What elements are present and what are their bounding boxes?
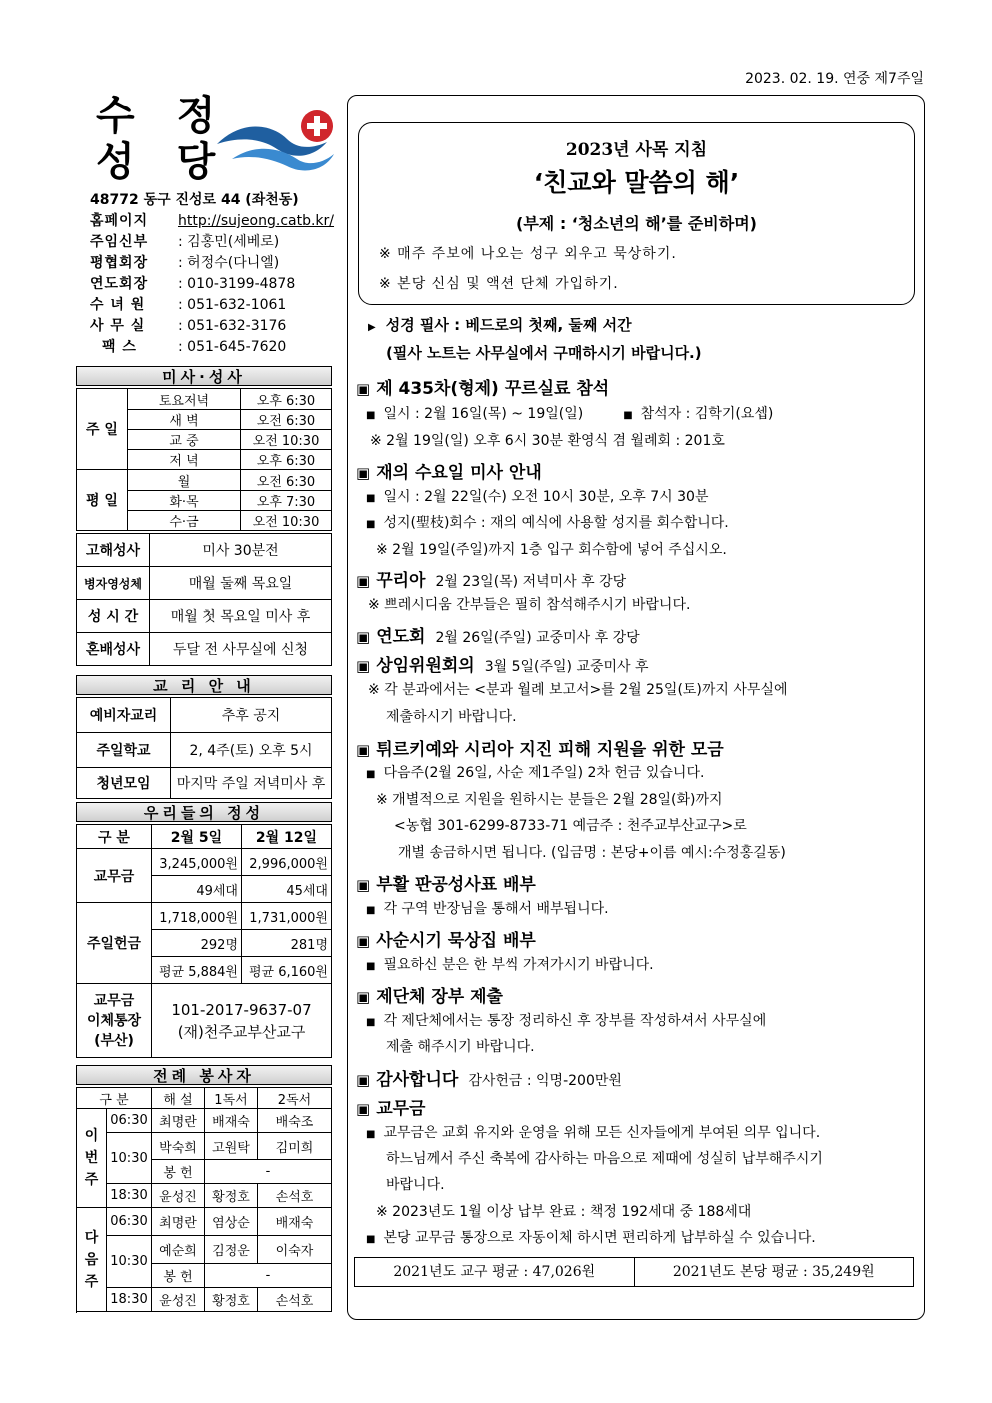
table-row — [77, 1288, 332, 1312]
account-info — [152, 984, 332, 1058]
note: ※ 개별적으로 지원을 원하시는 분들은 2월 28일(화)까지 — [376, 792, 723, 808]
bullet-icon: ■ — [366, 769, 376, 780]
theme-title: ‘친교와 말씀의 해’ — [533, 168, 740, 197]
note: 개별 송금하시면 됩니다. (입금명 : 본당+이름 예시:수정홍길동) — [398, 845, 786, 861]
contact-value: : 김홍민(세베로) — [178, 234, 280, 250]
sacrament-info: 미사 30분전 — [150, 534, 332, 567]
heading-text: 부활 판공성사표 배부 — [376, 875, 536, 895]
note: ※ 2월 19일(일) 오후 6시 30분 환영식 겸 월례회 : 201호 — [370, 433, 725, 449]
item-text: 다음주(2월 26일, 사순 제1주일) 2차 헌금 있습니다. — [383, 765, 705, 781]
address: 48772 동구 진성로 44 (좌천동) — [90, 192, 299, 208]
table-row — [77, 1236, 332, 1264]
catechism-info: 2, 4주(토) 오후 5시 — [171, 733, 332, 768]
square-icon: ▣ — [356, 464, 371, 482]
list-item — [366, 1122, 820, 1142]
item-text: 일시 : 2월 22일(수) 오전 10시 30분, 오후 7시 30분 — [383, 489, 709, 505]
mass-name: 저 녁 — [128, 450, 241, 470]
bullet-icon: ■ — [366, 410, 376, 421]
contact-convent — [90, 295, 340, 316]
contact-label: 사 무 실 — [90, 318, 146, 334]
heading-detail: 2월 23일(목) 저녁미사 후 강당 — [435, 574, 627, 590]
cell: 배재숙 — [205, 1109, 258, 1133]
theme-note: ※ 매주 주보에 나오는 성구 외우고 묵상하기. — [379, 246, 677, 262]
cell: 박숙희 — [152, 1133, 205, 1160]
heading-ledger — [356, 982, 503, 1007]
list-item — [366, 898, 609, 918]
list-item — [366, 486, 708, 506]
cell: 2,996,000원 — [242, 849, 332, 876]
mass-name: 교 중 — [128, 430, 241, 450]
contact-label: 연도회장 — [90, 276, 149, 292]
sacrament-table — [76, 533, 332, 666]
sacrament-name: 성 시 간 — [77, 600, 150, 633]
sacrament-name: 병자영성체 — [77, 567, 150, 600]
contact-value: : 010-3199-4878 — [178, 276, 296, 292]
sacrament-name: 혼배성사 — [77, 633, 150, 666]
bible-text: 성경 필사 : 베드로의 첫째, 둘째 서간 — [385, 316, 632, 334]
heading-text: 꾸리아 — [376, 571, 426, 591]
heading-earthquake-fund — [356, 735, 724, 760]
square-icon: ▣ — [356, 876, 371, 894]
theme-subtitle: (부제 : ‘청소년의 해’를 준비하며) — [516, 214, 757, 233]
square-icon: ▣ — [356, 380, 371, 398]
bullet-icon: ■ — [366, 905, 376, 916]
triangle-icon: ▶ — [368, 322, 376, 333]
cell: 18:30 — [107, 1288, 152, 1312]
catechism-info: 추후 공지 — [171, 698, 332, 733]
note: 제출하시기 바랍니다. — [386, 709, 517, 725]
cell: 10:30 — [107, 1133, 152, 1184]
table-row — [77, 1133, 332, 1160]
contact-value: : 051-632-1061 — [178, 297, 287, 313]
catechism-table — [76, 697, 332, 799]
cell: - — [205, 1264, 332, 1288]
cell: 45세대 — [242, 876, 332, 903]
col-header: 1독서 — [205, 1088, 258, 1109]
servers-table — [76, 1087, 332, 1312]
contact-label: 평협회장 — [90, 255, 149, 271]
cell: 281명 — [242, 930, 332, 957]
list-item — [366, 403, 773, 423]
mass-name: 새 벽 — [128, 410, 241, 430]
bible-line2: (필사 노트는 사무실에서 구매하시기 바랍니다.) — [386, 344, 702, 362]
cell: 손석호 — [258, 1288, 332, 1312]
bible-line1 — [368, 314, 632, 335]
cell: 이숙자 — [258, 1236, 332, 1264]
list-item — [366, 762, 704, 782]
pastoral-theme-box — [358, 122, 915, 305]
cell: 염상순 — [205, 1208, 258, 1236]
dues-label: 교무금 — [77, 849, 152, 903]
table-row — [77, 1109, 332, 1133]
bullet-icon: ■ — [366, 493, 376, 504]
parish-average: 2021년도 본당 평균 : 35,249원 — [634, 1258, 914, 1286]
next-week-label: 다 음 주 — [77, 1208, 107, 1312]
cell: - — [205, 1160, 332, 1184]
cell: 292명 — [152, 930, 242, 957]
heading-text: 교무금 — [376, 1099, 426, 1119]
sunday-label: 주 일 — [77, 389, 128, 470]
bullet-icon: ■ — [623, 410, 633, 421]
cell: 김정운 — [205, 1236, 258, 1264]
cell: 평균 6,160원 — [242, 957, 332, 984]
col-header: 2월 5일 — [152, 825, 242, 849]
sacrament-info: 매월 첫 목요일 미사 후 — [150, 600, 332, 633]
bullet-icon: ■ — [366, 1234, 376, 1245]
item-text: 각 구역 반장님을 통해서 배부됩니다. — [383, 901, 609, 917]
square-icon: ▣ — [356, 1071, 371, 1089]
heading-thanks — [356, 1065, 622, 1090]
heading-text: 튀르키예와 시리아 지진 피해 지원을 위한 모금 — [376, 740, 724, 760]
square-icon: ▣ — [356, 572, 371, 590]
square-icon: ▣ — [356, 657, 371, 675]
col-header: 2독서 — [258, 1088, 332, 1109]
mass-name: 월 — [128, 470, 241, 491]
list-item — [366, 1010, 766, 1030]
mass-time: 오후 6:30 — [241, 389, 332, 410]
mass-time: 오전 6:30 — [241, 470, 332, 491]
note: ※ 각 분과에서는 <분과 월례 보고서>를 2월 25일(토)까지 사무실에 — [368, 682, 788, 698]
catechism-name: 예비자교리 — [77, 698, 171, 733]
homepage-link[interactable]: http://sujeong.catb.kr/ — [178, 213, 335, 229]
issue-date: 2023. 02. 19. 연중 제7주일 — [745, 71, 924, 87]
heading-text: 재의 수요일 미사 안내 — [376, 463, 542, 483]
offering-title: 우리들의 정성 — [76, 802, 332, 822]
cell: 봉 헌 — [152, 1160, 205, 1184]
cell: 고원탁 — [205, 1133, 258, 1160]
cell: 김미희 — [258, 1133, 332, 1160]
mass-name: 토요저녁 — [128, 389, 241, 410]
diocese-average: 2021년도 교구 평균 : 47,026원 — [393, 1264, 596, 1280]
contact-label: 수 녀 원 — [90, 297, 146, 313]
cell: 평균 5,884원 — [152, 957, 242, 984]
note: 하느님께서 주신 축복에 감사하는 마음으로 제때에 성실히 납부해주시기 — [386, 1151, 823, 1167]
cell: 1,718,000원 — [152, 903, 242, 930]
col-header: 해 설 — [152, 1088, 205, 1109]
item-text: 교무금은 교회 유지와 운영을 위해 모든 신자들에게 부여된 의무 입니다. — [383, 1125, 821, 1141]
account-holder: (재)천주교부산교구 — [177, 1022, 306, 1041]
contact-label: 홈페이지 — [90, 213, 149, 229]
sacrament-name: 고해성사 — [77, 534, 150, 567]
bullet-icon: ■ — [366, 1017, 376, 1028]
heading-dues — [356, 1094, 425, 1119]
table-header-row — [77, 825, 332, 849]
note: 바랍니다. — [386, 1177, 445, 1193]
table-row — [77, 470, 332, 491]
note: <농협 301-6299-8733-71 예금주 : 천주교부산교구>로 — [394, 818, 747, 834]
item-text: 참석자 : 김학기(요셉) — [640, 406, 774, 422]
table-row — [77, 389, 332, 410]
contact-value: : 051-632-3176 — [178, 318, 287, 334]
bullet-icon: ■ — [366, 961, 376, 972]
mass-time: 오후 6:30 — [241, 450, 332, 470]
mass-section — [76, 366, 332, 666]
note: 제출 해주시기 바랍니다. — [386, 1039, 535, 1055]
mass-time: 오전 6:30 — [241, 410, 332, 430]
sacrament-info: 두달 전 사무실에 신청 — [150, 633, 332, 666]
table-row — [77, 600, 332, 633]
sunday-offering-label: 주일헌금 — [77, 903, 152, 984]
mass-time: 오전 10:30 — [241, 430, 332, 450]
this-week-label: 이 번 주 — [77, 1109, 107, 1208]
contact-value: : 허정수(다니엘) — [178, 255, 280, 271]
heading-detail: 감사헌금 : 익명-200만원 — [468, 1073, 622, 1089]
sacrament-info: 매월 둘째 목요일 — [150, 567, 332, 600]
heading-text: 사순시기 묵상집 배부 — [376, 931, 536, 951]
heading-curia — [356, 566, 626, 591]
cell: 06:30 — [107, 1109, 152, 1133]
catechism-section — [76, 675, 332, 799]
contact-value: : 051-645-7620 — [178, 339, 287, 355]
account-number: 101-2017-9637-07 — [171, 1000, 312, 1019]
theme-year: 2023년 사목 지침 — [565, 140, 708, 160]
heading-yeondo — [356, 622, 640, 647]
cell: 1,731,000원 — [242, 903, 332, 930]
heading-cursillo — [356, 374, 609, 399]
square-icon: ▣ — [356, 988, 371, 1006]
bullet-icon: ■ — [366, 1129, 376, 1140]
col-header: 2월 12일 — [242, 825, 332, 849]
item-text: 각 제단체에서는 통장 정리하신 후 장부를 작성하셔서 사무실에 — [383, 1013, 767, 1029]
table-row — [77, 698, 332, 733]
table-row — [77, 849, 332, 876]
cell: 3,245,000원 — [152, 849, 242, 876]
church-name-line1: 수 정 — [96, 92, 230, 139]
contact-pastor — [90, 232, 340, 253]
heading-easter-confession — [356, 870, 536, 895]
square-icon: ▣ — [356, 932, 371, 950]
cell: 최명란 — [152, 1208, 205, 1236]
cell: 황정호 — [205, 1184, 258, 1208]
list-item — [366, 954, 654, 974]
square-icon: ▣ — [356, 1100, 371, 1118]
heading-text: 감사합니다 — [376, 1070, 459, 1090]
list-item — [366, 512, 729, 532]
table-row — [77, 1208, 332, 1236]
cell: 봉 헌 — [152, 1264, 205, 1288]
table-row — [77, 534, 332, 567]
table-row — [77, 1184, 332, 1208]
contact-homepage — [90, 211, 340, 232]
item-text: 성지(聖枝)회수 : 재의 예식에 사용할 성지를 회수합니다. — [383, 515, 729, 531]
contact-fax — [90, 337, 340, 358]
catechism-title: 교 리 안 내 — [76, 675, 332, 695]
cell: 06:30 — [107, 1208, 152, 1236]
heading-detail: 2월 26일(주일) 교중미사 후 강당 — [435, 630, 640, 646]
cell: 예순희 — [152, 1236, 205, 1264]
heading-text: 연도회 — [376, 627, 426, 647]
mass-name: 화·목 — [128, 491, 241, 511]
cell: 10:30 — [107, 1236, 152, 1288]
contact-council — [90, 253, 340, 274]
cell: 배숙조 — [258, 1109, 332, 1133]
cell: 49세대 — [152, 876, 242, 903]
note: ※ 2023년도 1월 이상 납부 완료 : 책정 192세대 중 188세대 — [376, 1204, 752, 1220]
cell: 최명란 — [152, 1109, 205, 1133]
contact-yeondo — [90, 274, 340, 295]
offering-section — [76, 802, 332, 1058]
table-row — [77, 984, 332, 1058]
list-item — [366, 1227, 816, 1247]
contact-label: 팩 스 — [102, 339, 137, 355]
heading-lent-booklet — [356, 926, 536, 951]
catechism-name: 주일학교 — [77, 733, 171, 768]
cell: 손석호 — [258, 1184, 332, 1208]
cell: 황정호 — [205, 1288, 258, 1312]
offering-table — [76, 824, 332, 1058]
catechism-name: 청년모임 — [77, 768, 171, 799]
servers-title: 전례 봉사자 — [76, 1065, 332, 1085]
cell: 윤성진 — [152, 1184, 205, 1208]
mass-name: 수·금 — [128, 511, 241, 531]
table-row — [77, 567, 332, 600]
note: ※ 2월 19일(주일)까지 1층 입구 회수함에 넣어 주십시오. — [376, 542, 727, 558]
square-icon: ▣ — [356, 741, 371, 759]
contact-office — [90, 316, 340, 337]
servers-section — [76, 1065, 332, 1312]
church-name — [96, 93, 229, 185]
heading-text: 상임위원회의 — [376, 656, 475, 676]
church-name-line2: 성 당 — [96, 138, 230, 185]
heading-text: 제단체 장부 제출 — [376, 987, 503, 1007]
mass-table — [76, 388, 332, 531]
mass-title: 미사·성사 — [76, 366, 332, 386]
account-label: 교무금 이체통장 (부산) — [77, 984, 152, 1058]
heading-detail: 3월 5일(주일) 교중미사 후 — [484, 659, 649, 675]
parish-logo-icon — [212, 104, 342, 174]
heading-standing-committee — [356, 651, 649, 676]
bullet-icon: ■ — [366, 519, 376, 530]
table-row — [77, 633, 332, 666]
table-header-row — [77, 1088, 332, 1109]
heading-ash-wednesday — [356, 458, 542, 483]
cell: 윤성진 — [152, 1288, 205, 1312]
contact-info — [90, 190, 340, 358]
heading-text: 제 435차(형제) 꾸르실료 참석 — [376, 379, 610, 399]
average-dues-box — [354, 1257, 914, 1287]
table-row — [77, 903, 332, 930]
item-text: 필요하신 분은 한 부씩 가져가시기 바랍니다. — [383, 957, 654, 973]
item-text: 일시 : 2월 16일(목) ~ 19일(일) — [383, 406, 584, 422]
cell: 배재숙 — [258, 1208, 332, 1236]
mass-time: 오전 10:30 — [241, 511, 332, 531]
square-icon: ▣ — [356, 628, 371, 646]
mass-time: 오후 7:30 — [241, 491, 332, 511]
table-row — [77, 733, 332, 768]
theme-note: ※ 본당 신심 및 액션 단체 가입하기. — [379, 276, 619, 292]
table-row — [77, 768, 332, 799]
cell: 18:30 — [107, 1184, 152, 1208]
contact-label: 주임신부 — [90, 234, 149, 250]
catechism-info: 마지막 주일 저녁미사 후 — [171, 768, 332, 799]
col-header: 구 분 — [77, 825, 152, 849]
weekday-label: 평 일 — [77, 470, 128, 531]
note: ※ 쁘레시디움 간부들은 필히 참석해주시기 바랍니다. — [368, 597, 691, 613]
col-header: 구 분 — [77, 1088, 152, 1109]
item-text: 본당 교무금 통장으로 자동이체 하시면 편리하게 납부하실 수 있습니다. — [383, 1230, 816, 1246]
